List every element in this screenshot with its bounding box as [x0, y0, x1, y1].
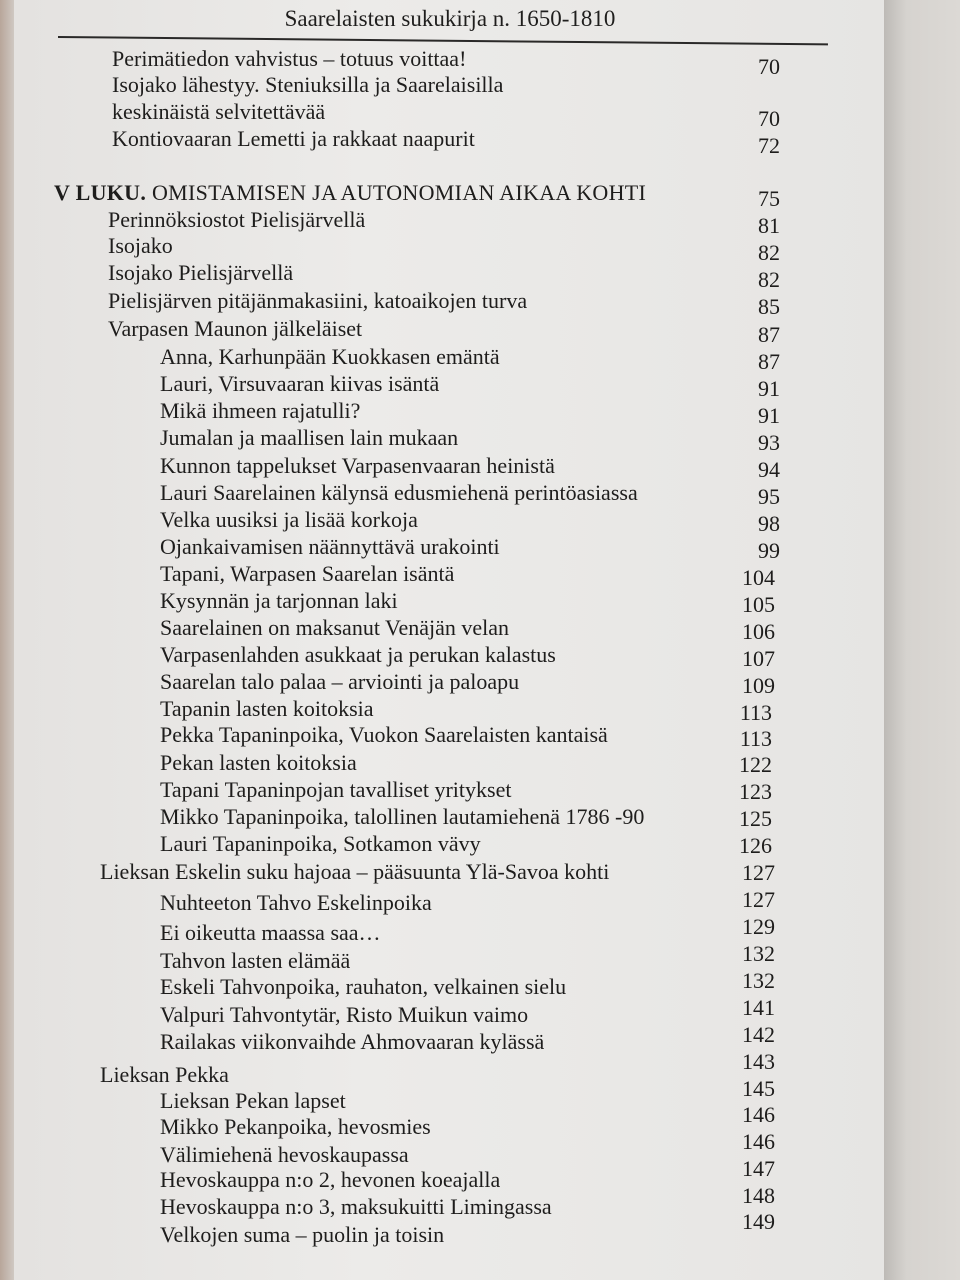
- toc-entry-title: Hevoskauppa n:o 2, hevonen koeajalla: [160, 1167, 501, 1192]
- toc-entry-page-number: 70: [758, 106, 780, 131]
- toc-entry-page-number: 125: [739, 806, 772, 831]
- toc-entry-page-number: 82: [758, 267, 780, 292]
- toc-entry-title: Lauri, Virsuvaaran kiivas isäntä: [160, 371, 440, 396]
- toc-entry-title: Isojako: [108, 233, 173, 258]
- toc-entry-page-number: 127: [742, 860, 775, 885]
- toc-entry-page-number: 94: [758, 457, 780, 482]
- toc-entry-title: keskinäistä selvitettävää: [112, 99, 326, 124]
- toc-entry-title: Saarelan talo palaa – arviointi ja paloapu: [160, 669, 520, 694]
- toc-entry-title: Lieksan Eskelin suku hajoaa – pääsuunta Ylä-Savoa kohti: [100, 859, 610, 884]
- toc-entry-title: Mikko Tapaninpoika, talollinen lautamiehenä 1786 -90: [160, 804, 645, 829]
- toc-entry-title: Lauri Saarelainen kälynsä edusmiehenä perintöasiassa: [160, 480, 638, 505]
- toc-entry-page-number: 113: [739, 726, 772, 751]
- toc-entry-title: Pekan lasten koitoksia: [160, 750, 357, 775]
- toc-entry-page-number: 141: [742, 995, 775, 1020]
- running-title: Saarelaisten sukukirja n. 1650-1810: [284, 6, 616, 31]
- toc-entry-title: Perinnöksiostot Pielisjärvellä: [108, 207, 366, 232]
- toc-entry-title: Hevoskauppa n:o 3, maksukuitti Limingassa: [160, 1194, 552, 1219]
- toc-entry-page-number: 129: [742, 914, 775, 939]
- toc-entry-title: Tapani, Warpasen Saarelan isäntä: [160, 561, 455, 586]
- toc-entry-page-number: 98: [758, 511, 780, 536]
- toc-entry-page-number: 126: [739, 833, 772, 858]
- toc-entry-page-number: 132: [742, 968, 775, 993]
- toc-entry-title: Kysynnän ja tarjonnan laki: [160, 588, 398, 613]
- toc-entry-title: Tapani Tapaninpojan tavalliset yritykset: [160, 777, 512, 802]
- toc-entry-title: Anna, Karhunpään Kuokkasen emäntä: [160, 344, 500, 369]
- toc-entry-page-number: 149: [742, 1209, 775, 1234]
- toc-entry-page-number: 87: [758, 349, 780, 374]
- toc-entry-page-number: 81: [758, 213, 780, 238]
- toc-entry-title: Eskeli Tahvonpoika, rauhaton, velkainen sielu: [160, 974, 567, 999]
- toc-entry-title: Kunnon tappelukset Varpasenvaaran heinistä: [160, 453, 555, 478]
- toc-entry-page-number: 82: [758, 240, 780, 265]
- toc-entry-title: Lieksan Pekan lapset: [160, 1088, 346, 1113]
- toc-entry-title: Mikko Pekanpoika, hevosmies: [160, 1114, 431, 1139]
- toc-entry-page-number: 143: [742, 1049, 775, 1074]
- toc-entry-title: Mikä ihmeen rajatulli?: [160, 398, 361, 423]
- toc-entry-title: Varpasenlahden asukkaat ja perukan kalastus: [160, 642, 556, 667]
- toc-entry-page-number: 145: [742, 1076, 775, 1101]
- toc-entry-page-number: 123: [739, 779, 772, 804]
- toc-entry-page-number: 106: [742, 619, 775, 644]
- toc-entry-page-number: 109: [742, 673, 775, 698]
- toc-entry-title: Velka uusiksi ja lisää korkoja: [160, 507, 418, 532]
- toc-entry-title: Tahvon lasten elämää: [160, 948, 351, 973]
- toc-entry-title: Tapanin lasten koitoksia: [160, 696, 374, 721]
- toc-entry-title: Railakas viikonvaihde Ahmovaaran kylässä: [160, 1029, 545, 1054]
- toc-entry-page-number: 107: [742, 646, 775, 671]
- toc-entry-title: Nuhteeton Tahvo Eskelinpoika: [160, 890, 432, 915]
- toc-entry-page-number: 146: [742, 1102, 775, 1127]
- toc-entry-page-number: 87: [758, 322, 780, 347]
- toc-entry-page-number: 93: [758, 430, 780, 455]
- toc-entry-title: Isojako lähestyy. Steniuksilla ja Saarelaisilla: [112, 72, 504, 97]
- toc-entry-page-number: 95: [758, 484, 780, 509]
- toc-entry-title: Velkojen suma – puolin ja toisin: [160, 1222, 445, 1247]
- toc-entry-page-number: 72: [758, 133, 780, 158]
- toc-entry-title: Perimätiedon vahvistus – totuus voittaa!: [112, 46, 467, 71]
- toc-entry-title: Varpasen Maunon jälkeläiset: [108, 316, 363, 341]
- toc-entry-title: Valpuri Tahvontytär, Risto Muikun vaimo: [160, 1002, 529, 1027]
- toc-entry-page-number: 113: [739, 700, 772, 725]
- toc-entry-page-number: 148: [742, 1183, 775, 1208]
- toc-entry-page-number: 105: [742, 592, 775, 617]
- toc-entry-page-number: 122: [739, 752, 772, 777]
- toc-entry-title: Kontiovaaran Lemetti ja rakkaat naapurit: [112, 126, 475, 151]
- toc-entry-page-number: 146: [742, 1129, 775, 1154]
- toc-entry-title: Lauri Tapaninpoika, Sotkamon vävy: [160, 831, 481, 856]
- toc-entry-page-number: 75: [758, 186, 780, 211]
- toc-entry-title: Isojako Pielisjärvellä: [108, 260, 294, 285]
- toc-entry-page-number: 70: [758, 54, 780, 79]
- toc-entry-title: Välimiehenä hevoskaupassa: [160, 1142, 409, 1167]
- toc-entry-title: Saarelainen on maksanut Venäjän velan: [160, 615, 510, 640]
- toc-entry-page-number: 104: [742, 565, 775, 590]
- toc-entry-page-number: 85: [758, 294, 780, 319]
- toc-entry-page-number: 127: [742, 887, 775, 912]
- toc-entry-page-number: 91: [758, 376, 780, 401]
- toc-entry-title: Pielisjärven pitäjänmakasiini, katoaikojen turva: [108, 288, 528, 313]
- toc-entry-page-number: 147: [742, 1156, 775, 1181]
- toc-entry-title: Jumalan ja maallisen lain mukaan: [160, 425, 459, 450]
- toc-entry-page-number: 142: [742, 1022, 775, 1047]
- chapter-title: OMISTAMISEN JA AUTONOMIAN AIKAA KOHTI: [146, 180, 647, 205]
- toc-entry-page-number: 91: [758, 403, 780, 428]
- toc-entry-title: Lieksan Pekka: [100, 1062, 229, 1087]
- toc-entry-title: Ojankaivamisen näännyttävä urakointi: [160, 534, 500, 559]
- chapter-label: V LUKU.: [54, 180, 147, 205]
- toc-entry-title: Pekka Tapaninpoika, Vuokon Saarelaisten kantaisä: [160, 722, 608, 747]
- toc-entry-title: Ei oikeutta maassa saa…: [160, 920, 381, 945]
- toc-entry-page-number: 99: [758, 538, 780, 563]
- chapter-heading: [54, 180, 646, 206]
- toc-entry-page-number: 132: [742, 941, 775, 966]
